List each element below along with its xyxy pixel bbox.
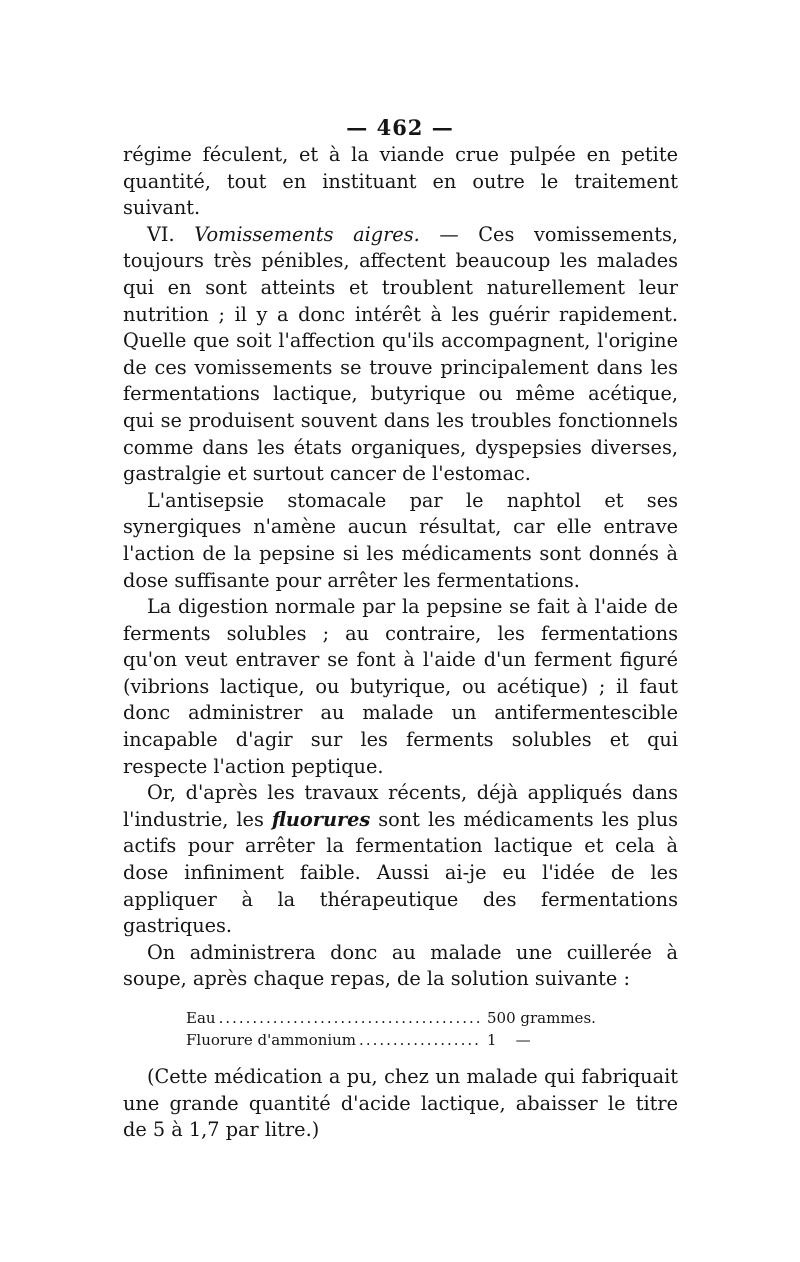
paragraph-fluorures [123,780,678,940]
dot-leader [219,1007,481,1029]
dot-leader [359,1029,481,1051]
page-number: — 462 — [346,115,454,140]
prescription-row [186,1029,599,1051]
body-text [123,142,678,1144]
section-text: — Ces vomissements, toujours très pénibles, affectent beaucoup les malades qui en sont atteints et troublent naturellement leur nutrition ; il y a donc intérêt à les guérir rapidement. Quelle que soit l'affection qu'ils accompagnent, l'origine de ces vomissements se trouve principalement dans les fermentations lactique, butyrique ou même acétique, qui se produisent souvent dans les troubles fonctionnels comme dans les états organiques, dyspepsies diverses, gastralgie et surtout cancer de l'estomac. [123,222,678,486]
paragraph-result: (Cette médication a pu, chez un malade qui fabriquait une grande quantité d'acide lactique, abaisser le titre de 5 à 1,7 par litre.) [123,1065,678,1142]
paragraph-administration: On administrera donc au malade une cuillerée à soupe, après chaque repas, de la solution suivante : [123,940,678,991]
ingredient-name: Fluorure d'ammonium [186,1031,357,1049]
paragraph-digestion: La digestion normale par la pepsine se fait à l'aide de ferments solubles ; au contraire, les fermentations qu'on veut entraver se font à l'aide d'un ferment figuré (vibrions lactique, ou butyrique, ou acétique) ; il faut donc administrer au malade un antifermentescible incapable d'agir sur les ferments solubles et qui respecte l'action peptique. [123,595,678,778]
prescription-row [186,1007,599,1029]
paragraph-section-vi [123,222,678,488]
fluorures-emphasis: fluorures [271,807,371,831]
paragraph-continuation: régime féculent, et à la viande crue pulpée en petite quantité, tout en instituant en outre le traitement suivant. [123,143,678,220]
ingredient-quantity: 1 — [487,1031,531,1049]
ingredient-name: Eau [186,1009,216,1027]
ingredient-quantity: 500 grammes. [487,1009,596,1027]
fluorures-text-before: Or, d'après les travaux récents, déjà appliqués dans l'industrie, les [123,781,678,831]
prescription-list [186,1007,678,1051]
paragraph-antisepsie: L'antisepsie stomacale par le naphtol et ses synergiques n'amène aucun résultat, car elle entrave l'action de la pepsine si les médicaments sont donnés à dose suffisante pour arrêter les fermentations. [123,488,678,592]
section-title: Vomissements aigres. [194,222,420,246]
fluorures-text-after: sont les médicaments les plus actifs pour arrêter la fermentation lactique et cela à dose infiniment faible. Aussi ai-je eu l'idée de les appliquer à la thérapeutique des fermentations gastriques. [123,807,679,938]
section-number: VI. [147,222,175,246]
